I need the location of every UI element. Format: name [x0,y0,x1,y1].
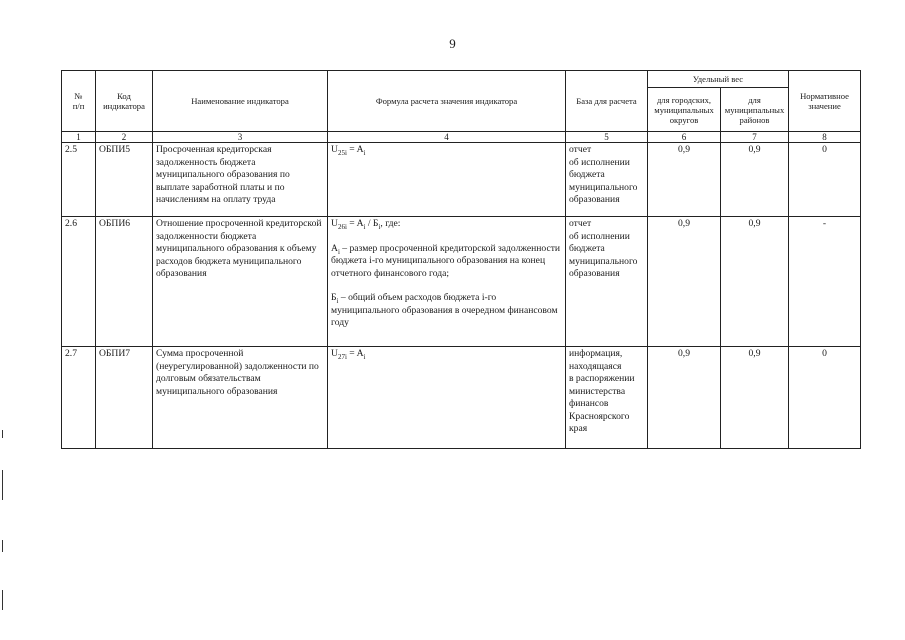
row-name: Сумма просроченной (неурегулированной) задолженности по долговым обязательствам муниципального образования [153,347,328,449]
row-base: отчет об исполнении бюджета муниципального образования [566,143,648,217]
row-code: ОБПИ6 [96,217,153,347]
row-weight-districts: 0,9 [721,217,789,347]
row-formula [328,217,566,347]
row-normative: 0 [789,347,861,449]
row-normative: - [789,217,861,347]
formula-main: $U_{27i} = A_i$ [331,348,366,361]
indicators-table [61,70,861,449]
row-normative: 0 [789,143,861,217]
header-weight-group: Удельный вес [648,71,789,88]
formula-definition-a: $A_i$ – размер просроченной кредиторской задолженности бюджета i-го муниципального образования на конец отчетного финансового года; [331,242,561,279]
column-number-row [62,132,861,143]
row-formula [328,143,566,217]
scan-edge-mark [2,540,3,552]
formula-definition-b: $Б_i$ – общий объем расходов бюджета i-го муниципального образования в очередном финансовом году [331,292,558,328]
formula-main: $U_{25i} = A_i$ [331,144,366,157]
header-row [62,71,861,88]
row-code: ОБПИ5 [96,143,153,217]
row-weight-districts: 0,9 [721,347,789,449]
page-number: 9 [449,36,456,51]
scan-edge-mark [2,430,3,438]
row-weight-districts: 0,9 [721,143,789,217]
header-base: База для расчета [566,71,648,132]
row-num: 2.6 [62,217,96,347]
row-weight-urban: 0,9 [648,347,721,449]
header-normative: Нормативное значение [789,71,861,132]
header-num: № п/п [62,71,96,132]
row-base: информация, находящаяся в распоряжении министерства финансов Красноярского края [566,347,648,449]
header-weight-districts: для муниципальных районов [721,88,789,132]
row-num: 2.7 [62,347,96,449]
table-row [62,217,861,347]
column-number: 5 [566,132,648,143]
row-weight-urban: 0,9 [648,143,721,217]
row-name: Отношение просроченной кредиторской задолженности бюджета муниципального образования к объему расходов бюджета муниципального образования [153,217,328,347]
header-weight-urban: для городских, муниципальных округов [648,88,721,132]
table-row [62,143,861,217]
column-number: 6 [648,132,721,143]
scan-edge-mark [2,590,3,610]
column-number: 7 [721,132,789,143]
row-weight-urban: 0,9 [648,217,721,347]
row-formula [328,347,566,449]
column-number: 3 [153,132,328,143]
table-row [62,347,861,449]
row-code: ОБПИ7 [96,347,153,449]
row-base: отчет об исполнении бюджета муниципального образования [566,217,648,347]
row-name: Просроченная кредиторская задолженность бюджета муниципального образования по выплате заработной платы и по начислениям на оплату труда [153,143,328,217]
scan-edge-mark [2,470,3,500]
formula-main: $U_{26i} = A_i / Б_i$, где: [331,218,401,231]
row-num: 2.5 [62,143,96,217]
column-number: 1 [62,132,96,143]
column-number: 8 [789,132,861,143]
column-number: 4 [328,132,566,143]
header-code: Код индикатора [96,71,153,132]
column-number: 2 [96,132,153,143]
header-formula: Формула расчета значения индикатора [328,71,566,132]
header-name: Наименование индикатора [153,71,328,132]
